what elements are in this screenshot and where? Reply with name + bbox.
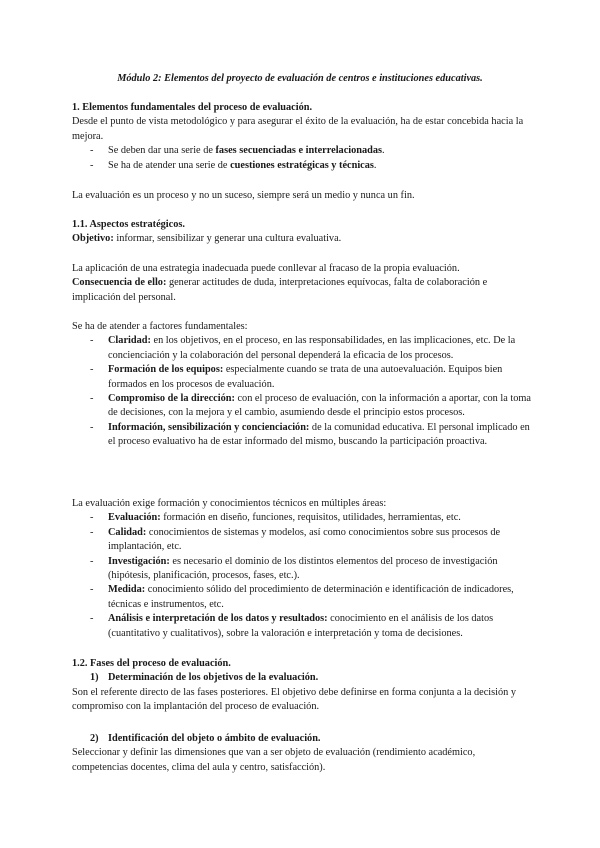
list-item: - Claridad: en los objetivos, en el proceso, en las responsabilidades, en las implicaciones, etc. De la concienciación y la colaboración del personal dependerá la eficacia de los procesos. (72, 334, 532, 363)
objective-line: Objetivo: informar, sensibilizar y generar una cultura evaluativa. (72, 233, 342, 245)
list-item: - Investigación: es necesario el dominio de los distintos elementos del proceso de investigación (hipótesis, planificación, procesos, fases, etc.). (72, 555, 532, 584)
section-1-closing: La evaluación es un proceso y no un suceso, siempre será un medio y nunca un fin. (72, 190, 415, 201)
section-1-2-heading: 1.2. Fases del proceso de evaluación. (72, 658, 231, 669)
section-1-list (72, 144, 532, 173)
list-item: - Se ha de atender una serie de cuestiones estratégicas y técnicas. (72, 159, 532, 173)
phase-1-title: 1) Determinación de los objetivos de la evaluación. (90, 672, 319, 684)
section-1-2 (72, 657, 532, 715)
phase-1 (72, 671, 532, 685)
section-1 (72, 101, 532, 173)
phase-1-text: Son el referente directo de las fases posteriores. El objetivo debe definirse en forma conjunta a la decisión y compromiso con la implantación del proceso de evaluación. (72, 686, 517, 713)
training-block (72, 497, 532, 641)
factors-intro: Se ha de atender a factores fundamentales: (72, 321, 248, 332)
list-item: - Compromiso de la dirección: con el proceso de evaluación, con la información a aportar, con la toma de decisiones, con la mejora y el cambio, asumiendo desde el principio estos procesos. (72, 392, 532, 421)
training-list (72, 511, 532, 641)
list-item: - Calidad: conocimientos de sistemas y modelos, así como conocimientos sobre sus procesos de implantación, etc. (72, 526, 532, 555)
training-intro: La evaluación exige formación y conocimientos técnicos en múltiples áreas: (72, 498, 387, 509)
list-item: - Información, sensibilización y concienciación: de la comunidad educativa. El personal implicado en el proceso evaluativo ha de estar informado del mismo, buscando la participación proactiva. (72, 421, 532, 450)
list-item: - Medida: conocimiento sólido del procedimiento de determinación e identificación de indicadores, técnicas e instrumentos, etc. (72, 583, 532, 612)
phase-2-block (72, 732, 532, 775)
section-1-1 (72, 218, 532, 247)
phase-2-title: 2) Identificación del objeto o ámbito de evaluación. (90, 733, 321, 744)
list-item: - Formación de los equipos: especialmente cuando se trata de una autoevaluación. Equipos bien formados en los procesos de evaluación. (72, 363, 532, 392)
phase-2 (72, 732, 532, 746)
section-1-intro: Desde el punto de vista metodológico y para asegurar el éxito de la evaluación, ha de estar concebida hacia la mejora. (72, 116, 524, 142)
strategy-paragraph: La aplicación de una estrategia inadecuada puede conllevar al fracaso de la propia evaluación. Consecuencia de ello: generar actitudes de duda, interpretaciones equívocas, falta de colaboración e implicación del personal. (72, 262, 532, 305)
list-item: - Evaluación: formación en diseño, funciones, requisitos, utilidades, herramientas, etc. (72, 511, 532, 525)
section-1-1-heading: 1.1. Aspectos estratégicos. (72, 219, 185, 230)
section-1-heading: 1. Elementos fundamentales del proceso de evaluación. (72, 102, 313, 113)
list-item: - Se deben dar una serie de fases secuenciadas e interrelacionadas. (72, 144, 532, 158)
document-title: Módulo 2: Elementos del proyecto de evaluación de centros e instituciones educativas. (117, 73, 483, 84)
list-item: - Análisis e interpretación de los datos y resultados: conocimiento en el análisis de los datos (cuantitativo y cualitativos), sobre la valoración e interpretación y toma de decisiones. (72, 612, 532, 641)
factors-block (72, 320, 532, 450)
consequence-line: Consecuencia de ello: generar actitudes de duda, interpretaciones equívocas, falta de colaboración e implicación del personal. (72, 277, 488, 303)
factors-list (72, 334, 532, 449)
phase-2-text: Seleccionar y definir las dimensiones que van a ser objeto de evaluación (rendimiento académico, competencias docentes, clima del aula y centro, satisfacción). (72, 747, 476, 773)
